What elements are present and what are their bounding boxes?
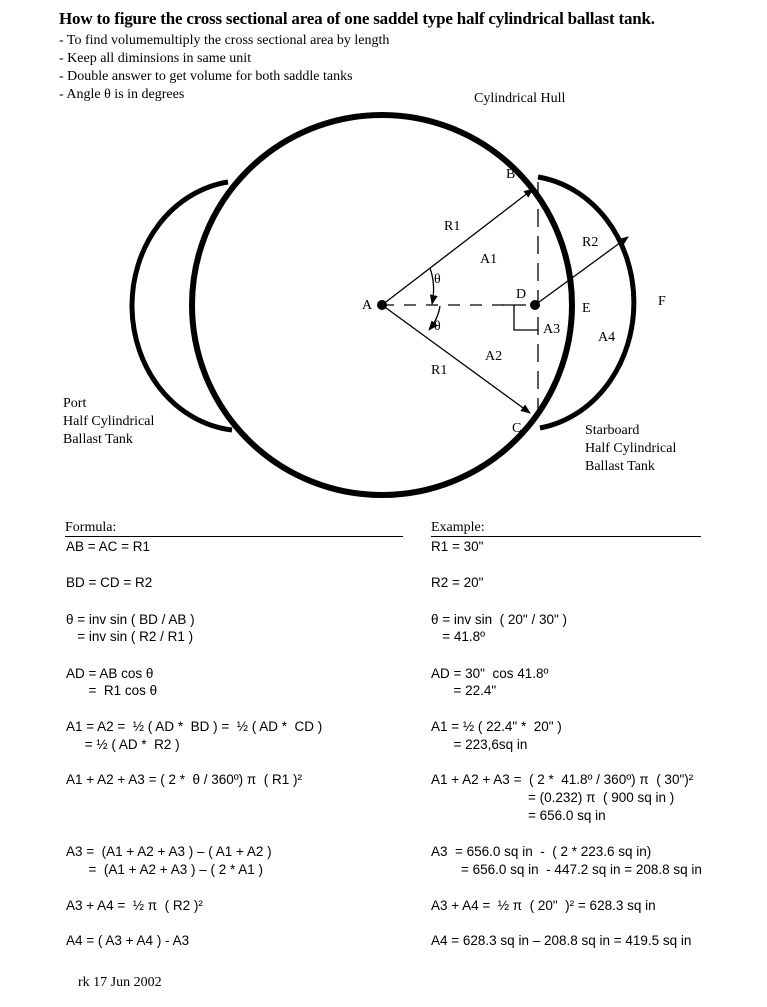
r1-upper-arrow [382, 189, 533, 305]
point-f-label: F [658, 294, 666, 309]
formula-line: A1 + A2 + A3 = ( 2 * θ / 360º) π ( R1 )² [66, 772, 302, 787]
note-item: - To find volumemultiply the cross sectional area by length [59, 33, 390, 48]
example-heading: Example: [431, 520, 701, 537]
r1-lower-label: R1 [431, 363, 448, 378]
formula-line: = R1 cos θ [66, 683, 158, 698]
formula-line: = inv sin ( R2 / R1 ) [66, 629, 194, 644]
point-c-label: C [512, 421, 522, 436]
starboard-tank-label-line: Starboard [585, 423, 640, 438]
example-line: A3 = 656.0 sq in - ( 2 * 223.6 sq in) [431, 844, 652, 859]
area-a2-label: A2 [485, 349, 503, 364]
example-line: A1 = ½ ( 22.4" * 20" ) [431, 719, 562, 734]
example-line: = 656.0 sq in [528, 808, 606, 823]
example-line: θ = inv sin ( 20" / 30" ) [431, 612, 568, 627]
example-line: AD = 30" cos 41.8º [431, 666, 549, 681]
area-a4-label: A4 [598, 330, 616, 345]
point-e-label: E [582, 301, 591, 316]
point-a-dot [377, 300, 387, 310]
formula-line: AB = AC = R1 [66, 539, 151, 554]
formula-line: A3 = (A1 + A2 + A3 ) – ( A1 + A2 ) [66, 844, 272, 859]
formula-line: A1 = A2 = ½ ( AD * BD ) = ½ ( AD * CD ) [66, 719, 323, 734]
theta-lower-label: θ [434, 319, 441, 334]
theta-upper-label: θ [434, 272, 441, 287]
formula-line: A4 = ( A3 + A4 ) - A3 [66, 933, 190, 948]
footer-signature: rk 17 Jun 2002 [78, 975, 162, 990]
formula-line: AD = AB cos θ [66, 666, 154, 681]
r2-label: R2 [582, 235, 599, 250]
note-item: - Angle θ is in degrees [59, 87, 185, 102]
example-line: = 223,6sq in [431, 737, 528, 752]
formula-line: θ = inv sin ( BD / AB ) [66, 612, 195, 627]
example-line: A4 = 628.3 sq in – 208.8 sq in = 419.5 sq in [431, 933, 692, 948]
port-tank-label-line: Ballast Tank [63, 432, 133, 447]
example-line: R1 = 30" [431, 539, 484, 554]
point-d-label: D [516, 287, 527, 302]
example-line: = 656.0 sq in - 447.2 sq in = 208.8 sq in [461, 862, 702, 877]
port-tank-label-line: Half Cylindrical [63, 414, 155, 429]
formula-heading: Formula: [65, 520, 403, 537]
point-d-dot [530, 300, 540, 310]
port-tank-outline [132, 182, 232, 430]
example-line: R2 = 20" [431, 575, 484, 590]
example-line: A3 + A4 = ½ π ( 20" )² = 628.3 sq in [431, 898, 656, 913]
formula-line: = ½ ( AD * R2 ) [66, 737, 180, 752]
page-title: How to figure the cross sectional area of one saddel type half cylindrical ballast tank. [59, 9, 655, 28]
point-a-label: A [362, 298, 373, 313]
r1-upper-label: R1 [444, 219, 461, 234]
formula-line: BD = CD = R2 [66, 575, 153, 590]
point-b-label: B [506, 167, 516, 182]
port-tank-label-line: Port [63, 396, 87, 411]
note-item: - Double answer to get volume for both saddle tanks [59, 69, 353, 84]
example-line: = 41.8º [431, 629, 486, 644]
note-item: - Keep all diminsions in same unit [59, 51, 252, 66]
port-tank-label [63, 395, 154, 449]
r1-lower-arrow [382, 305, 530, 413]
starboard-tank-label-line: Half Cylindrical [585, 441, 677, 456]
formula-line: = (A1 + A2 + A3 ) – ( 2 * A1 ) [66, 862, 263, 877]
starboard-tank-label-line: Ballast Tank [585, 459, 655, 474]
example-line: = (0.232) π ( 900 sq in ) [528, 790, 675, 805]
starboard-tank-label [585, 422, 676, 476]
hull-label: Cylindrical Hull [474, 91, 566, 106]
formula-line: A3 + A4 = ½ π ( R2 )² [66, 898, 203, 913]
area-a1-label: A1 [480, 252, 498, 267]
example-line: A1 + A2 + A3 = ( 2 * 41.8º / 360º) π ( 30")² [431, 772, 694, 787]
area-a3-label: A3 [543, 322, 561, 337]
example-line: = 22.4" [431, 683, 497, 698]
